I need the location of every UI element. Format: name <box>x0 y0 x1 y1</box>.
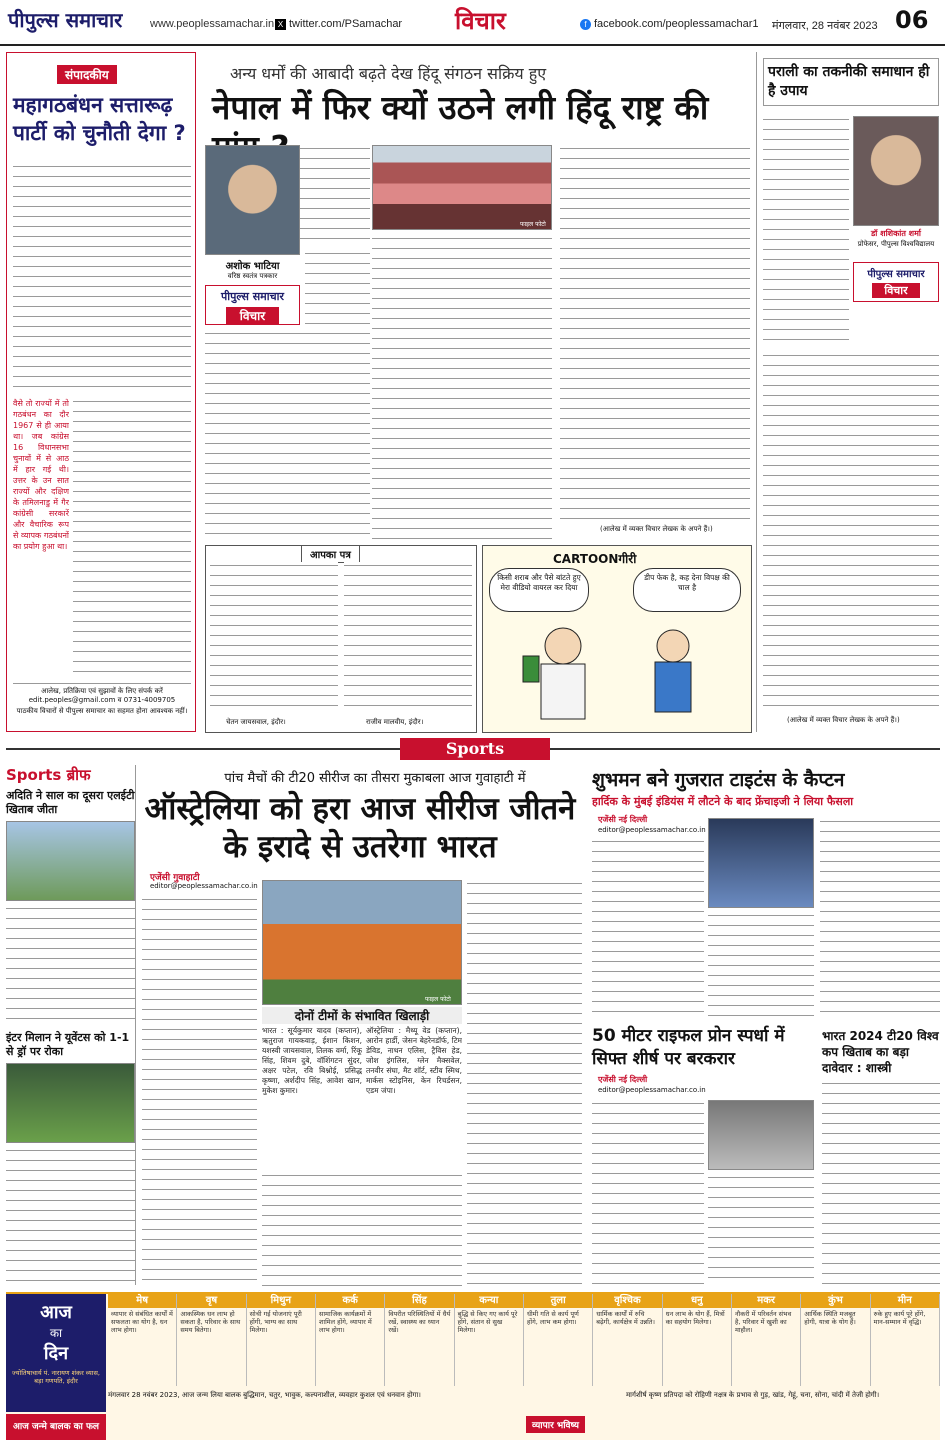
masthead <box>0 0 945 46</box>
brief-title: Sports ब्रीफ <box>6 766 91 784</box>
editorial-pullquote: वैसे तो राज्यों में तो गठबंधन का दौर 1967 से ही आया था। जब कांग्रेस 16 विधानसभा चुनावों में से आठ में हार गई थी। उत्तर के उन सात राज्यों और दक्षिण के तमिलनाडु में गैर कांग्रेसी सरकारें और वैचारिक रूप से व्यापक गठबंधनों का प्रयोग हुआ था। <box>13 399 69 551</box>
sports-kicker: पांच मैचों की टी20 सीरीज का तीसरा मुकाबला आज गुवाहाटी में <box>224 771 526 786</box>
speech-bubble-left: किसी शराब और पैसे बांटते हुए मेरा वीडियो वायरल कर दिया <box>489 568 589 612</box>
badge-section: विचार <box>226 307 279 324</box>
x-icon: X <box>275 19 286 30</box>
zodiac-text: विपरीत परिस्थितियों में धैर्य रखें, स्वास्थ्य का ध्यान रखें। <box>388 1310 451 1334</box>
zodiac-sign-3 <box>316 1294 385 1386</box>
editorial-body <box>13 163 191 393</box>
market-text: मार्गशीर्ष कृष्ण प्रतिपदा को रोहिणी नक्षत्र के प्रभाव से गुड़, खांड, गेहूं, चना, सोना, चांदी में तेजी होगी। <box>626 1391 880 1399</box>
zodiac-name: सिंह <box>385 1294 453 1308</box>
squads-title: दोनों टीमों के संभावित खिलाड़ी <box>262 1007 462 1024</box>
letters-box <box>205 545 477 733</box>
gujarat-email: editor@peoplessamachar.co.in <box>598 826 706 834</box>
zodiac-text: धीमी गति से कार्य पूर्ण होंगे, लाभ कम होगा। <box>526 1310 579 1326</box>
market-tag: व्यापार भविष्य <box>526 1416 585 1433</box>
editorial-footer: आलेख, प्रतिक्रिया एवं सुझावों के लिए संपर्क करें edit.peoples@gmail.com व 0731-4009705 पाठकीय विचारों से पीपुल्स समाचार का सहमत होना आवश्यक नहीं। <box>13 683 191 716</box>
zodiac-name: मकर <box>732 1294 800 1308</box>
zodiac-name: तुला <box>524 1294 592 1308</box>
right-author-photo <box>853 116 939 226</box>
india-squad: भारत : सूर्यकुमार यादव (कप्तान), ऋतुराज गायकवाड़, ईशान किशन, यशस्वी जायसवाल, तिलक वर्मा, रिंकू सिंह, शिवम दुबे, वॉशिंगटन सुंदर, अक्षर पटेल, रवि बिश्नोई, प्रसिद्ध कृष्णा, अर्शदीप सिंह, आवेश खान, मुकेश कुमार। <box>262 1026 362 1095</box>
sports-byline: एजेंसी गुवाहाटी <box>150 873 200 883</box>
zodiac-name: कर्क <box>316 1294 384 1308</box>
zodiac-name: मीन <box>871 1294 939 1308</box>
zodiac-text: धन लाभ के योग हैं, मित्रों का सहयोग मिलेगा। <box>665 1310 725 1326</box>
team-photo <box>262 880 462 1005</box>
right-headline: पराली का तकनीकी समाधान ही है उपाय <box>763 58 939 106</box>
zodiac-text: बुद्धि से किए गए कार्य पूरे होंगे, संतान से सुख मिलेगा। <box>457 1310 518 1334</box>
zodiac-sign-0 <box>108 1294 177 1386</box>
sports-body-2 <box>262 1172 462 1287</box>
zodiac-name: वृष <box>177 1294 245 1308</box>
brief-body-1 <box>6 905 135 1025</box>
right-body-1 <box>763 116 849 346</box>
zodiac-name: धनु <box>663 1294 731 1308</box>
zodiac-text: सामाजिक कार्यक्रमों में शामिल होंगे, व्यापार में लाभ होगा। <box>318 1310 372 1334</box>
rifle-body-1 <box>592 1100 704 1286</box>
golfer-photo <box>6 821 135 901</box>
sports-email: editor@peoplessamachar.co.in <box>150 882 258 890</box>
gujarat-body-1 <box>592 838 704 1018</box>
zodiac-text: आर्थिक स्थिति मजबूत होगी, यात्रा के योग हैं। <box>804 1310 856 1326</box>
brief-headline-2: इंटर मिलान ने यूवेंटस को 1-1 से ड्रॉ पर रोका <box>6 1031 130 1058</box>
masthead-url[interactable]: www.peoplessamachar.in <box>150 18 275 30</box>
zodiac-text: आकस्मिक धन लाभ हो सकता है, परिवार के साथ समय बितेगा। <box>180 1310 241 1334</box>
zodiac-sign-2 <box>247 1294 316 1386</box>
letters-body-2 <box>344 562 472 712</box>
rally-photo-caption: फाइल फोटो <box>520 221 546 228</box>
zodiac-row <box>108 1294 940 1386</box>
zodiac-text: सोची गई योजनाएं पूरी होंगी, भाग्य का साथ मिलेगा। <box>249 1310 302 1334</box>
main-body-col2 <box>372 235 552 540</box>
main-body-col3 <box>560 145 750 520</box>
zodiac-sign-9 <box>732 1294 801 1386</box>
facebook-link[interactable]: f facebook.com/peoplessamachar1 <box>580 18 758 30</box>
letters-title: आपका पत्र <box>301 545 360 563</box>
born-today-text: मंगलवार 28 नवंबर 2023, आज जन्म लिया बालक बुद्धिमान, चतुर, भावुक, कल्पनाशील, व्यवहार कुशल एवं धनवान होगा। <box>108 1391 421 1399</box>
twitter-link[interactable]: X twitter.com/PSamachar <box>275 18 402 30</box>
main-body-col1 <box>300 145 370 245</box>
football-photo <box>6 1063 135 1143</box>
zodiac-text: व्यापार से संबंधित कार्यों में सफलता का योग है, धन लाभ होगा। <box>111 1310 173 1334</box>
sports-ribbon: Sports <box>400 738 550 760</box>
zodiac-text: रुके हुए कार्य पूरे होंगे, मान-सम्मान में वृद्धि। <box>873 1310 926 1326</box>
zodiac-text: नौकरी में परिवर्तन संभव है, परिवार में खुशी का माहौल। <box>734 1310 792 1334</box>
letter-signature-1: चेतन जायसवाल, इंदौर। <box>226 718 286 726</box>
zodiac-sign-8 <box>663 1294 732 1386</box>
main-kicker: अन्य धर्मों की आबादी बढ़ते देख हिंदू संगठन सक्रिय हुए <box>230 64 547 83</box>
zodiac-sign-10 <box>801 1294 870 1386</box>
right-author-role: प्रोफेसर, पीपुल्स विश्वविद्यालय <box>857 240 935 248</box>
zodiac-sign-5 <box>455 1294 524 1386</box>
shastri-headline: भारत 2024 टी20 विश्व कप खिताब का बड़ा दावेदार : शास्त्री <box>822 1029 939 1075</box>
zodiac-name: मिथुन <box>247 1294 315 1308</box>
right-author-name: डॉ शशिकांत शर्मा <box>871 229 921 238</box>
rally-photo <box>372 145 552 230</box>
born-today-label: आज जन्मे बालक का फल <box>6 1414 106 1440</box>
right-endnote: (आलेख में व्यक्त विचार लेखक के अपने हैं।) <box>787 716 900 724</box>
gujarat-byline: एजेंसी नई दिल्ली <box>598 815 648 824</box>
team-photo-caption: फाइल फोटो <box>425 996 451 1003</box>
shastri-body <box>822 1080 940 1286</box>
rifle-byline: एजेंसी नई दिल्ली <box>598 1075 648 1084</box>
gujarat-subhead: हार्दिक के मुंबई इंडियंस में लौटने के बाद फ्रेंचाइजी ने लिया फैसला <box>592 795 854 808</box>
issue-date: मंगलवार, 28 नवंबर 2023 <box>772 20 878 32</box>
facebook-icon: f <box>580 19 591 30</box>
cartoon-title: CARTOONगीरी <box>553 552 637 566</box>
badge-logo: पीपुल्स समाचार <box>221 290 284 303</box>
editorial-tag: संपादकीय <box>57 65 117 84</box>
speech-bubble-right: डीप फेक है, कह देना विपक्ष की चाल है <box>633 568 741 612</box>
zodiac-sign-7 <box>593 1294 662 1386</box>
brief-body-2 <box>6 1147 135 1287</box>
author-photo <box>205 145 300 255</box>
letter-signature-2: राजीव मालवीय, इंदौर। <box>366 718 424 726</box>
zodiac-sign-11 <box>871 1294 940 1386</box>
sports-brief <box>6 765 136 1285</box>
author-name: अशोक भाटिया <box>225 261 280 272</box>
zodiac-text: धार्मिक कार्यों में रुचि बढ़ेगी, कार्यक्षेत्र में उन्नति। <box>596 1310 655 1326</box>
gujarat-body-2 <box>708 912 814 1018</box>
cartoon-box <box>482 545 752 733</box>
right-badge-logo: पीपुल्स समाचार <box>867 269 925 280</box>
zodiac-name: कन्या <box>455 1294 523 1308</box>
horoscope-title-box: आज का दिन ज्योतिषाचार्य पं. नारायण शंकर व्यास, बड़ा गणपति, इंदौर <box>6 1294 106 1412</box>
brief-headline-1: अदिति ने साल का दूसरा एलईटी खिताब जीता <box>6 789 135 816</box>
editorial-headline: महागठबंधन सत्तारूढ़ पार्टी को चुनौती देगा ? <box>13 93 186 145</box>
cartoon-drawing <box>503 616 733 726</box>
australia-squad: ऑस्ट्रेलिया : मैथ्यू वेड (कप्तान), आरोन हार्डी, जेसन बेहरेनडॉर्फ, टिम डेविड, नाथन एलिस, ट्रैविस हेड, जोश इंगलिस, ग्लेन मैक्सवेल, तनवीर संघा, मैट शॉर्ट, स्टीव स्मिथ, मार्कस स्टोइनिस, केन रिचर्डसन, एडम जंपा। <box>366 1026 462 1095</box>
zodiac-sign-4 <box>385 1294 454 1386</box>
author-role: वरिष्ठ स्वतंत्र पत्रकार <box>227 272 278 280</box>
rifle-body-2 <box>708 1174 814 1286</box>
opinion-badge <box>205 285 300 325</box>
sports-body-1 <box>142 896 257 1286</box>
masthead-logo: पीपुल्स समाचार <box>8 8 123 32</box>
main-endnote: (आलेख में व्यक्त विचार लेखक के अपने हैं।) <box>600 525 713 533</box>
zodiac-sign-1 <box>177 1294 246 1386</box>
sports-body-3 <box>467 880 582 1286</box>
right-body-2 <box>763 352 939 712</box>
rifle-email: editor@peoplessamachar.co.in <box>598 1086 706 1094</box>
section-title: विचार <box>455 7 506 35</box>
main-body-col1b <box>305 250 370 325</box>
gujarat-body-3 <box>820 818 940 1018</box>
page-number: 06 <box>895 6 929 34</box>
editorial-column <box>6 52 196 732</box>
astrologer-name: ज्योतिषाचार्य पं. नारायण शंकर व्यास, बड़ा गणपति, इंदौर <box>12 1369 100 1385</box>
right-badge <box>853 262 939 302</box>
zodiac-name: मेष <box>108 1294 176 1308</box>
letters-body-1 <box>210 562 338 712</box>
sports-headline: ऑस्ट्रेलिया को हरा आज सीरीज जीतने के इरादे से उतरेगा भारत <box>144 791 576 865</box>
main-headline: नेपाल में फिर क्यों उठने लगी हिंदू राष्ट्र की <box>212 88 709 127</box>
main-body-col1c <box>205 330 370 540</box>
right-column <box>756 52 940 732</box>
gujarat-headline: शुभमन बने गुजरात टाइटंस के कैप्टन <box>592 769 845 791</box>
rifle-headline: 50 मीटर राइफल प्रोन स्पर्धा में सिफ्त शीर्ष पर बरकरार <box>592 1026 785 1069</box>
zodiac-sign-6 <box>524 1294 593 1386</box>
right-badge-section: विचार <box>872 283 920 298</box>
shooter-photo <box>708 1100 814 1170</box>
zodiac-name: वृश्चिक <box>593 1294 661 1308</box>
horoscope-strip <box>6 1292 940 1440</box>
shubman-photo <box>708 818 814 908</box>
zodiac-name: कुंभ <box>801 1294 869 1308</box>
editorial-body-2 <box>73 398 191 678</box>
